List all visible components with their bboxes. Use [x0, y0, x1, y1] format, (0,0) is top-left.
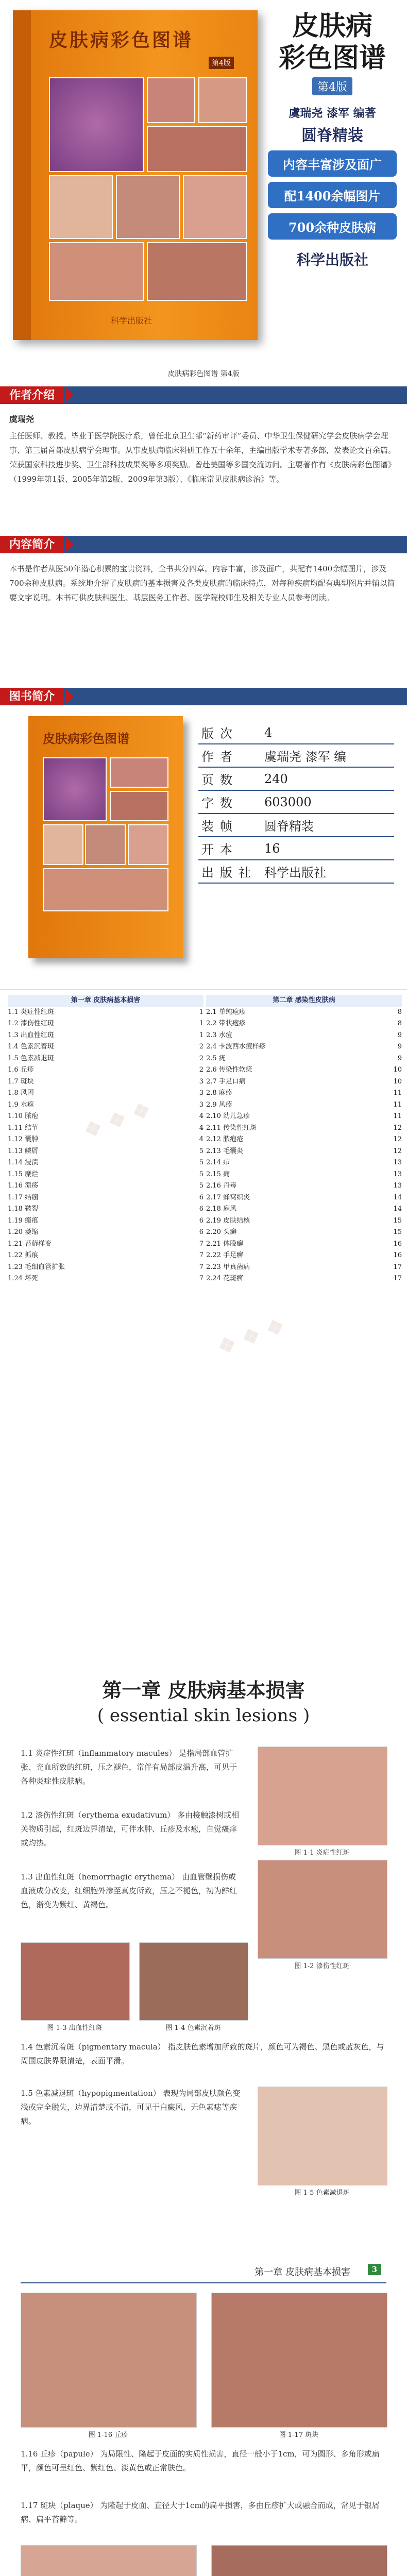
toc-entry-page: 11 — [393, 1112, 402, 1120]
toc-entry — [8, 1262, 204, 1274]
toc-entry-title: 2.9 风疹 — [206, 1100, 232, 1109]
toc-entry — [206, 1018, 402, 1030]
toc-entry-title: 1.12 囊肿 — [8, 1136, 39, 1143]
toc-entry-page: 4 — [199, 1124, 204, 1132]
lesion-photo — [258, 2087, 387, 2185]
toc-entry — [206, 1134, 402, 1146]
info-key: 装帧 — [198, 814, 261, 837]
lesion-photo — [21, 2545, 197, 2576]
toc-entry — [206, 1099, 402, 1111]
toc-entry — [206, 1007, 402, 1019]
toc-entry-page: 10 — [393, 1066, 402, 1074]
toc-entry-title: 2.6 传染性软疣 — [206, 1066, 252, 1074]
hero-title — [263, 10, 402, 74]
toc-entry-title: 2.18 麻风 — [206, 1205, 237, 1213]
lesion-photo — [21, 1942, 130, 2021]
paragraph: 1.3 出血性红斑（hemorrhagic erythema） 由血管壁损伤或血液成分改变，红细胞外渗至真皮所致，压之不褪色，初为鲜红色，渐变为紫红、黄褐色。 — [21, 1872, 238, 1909]
page-number: 3 — [368, 2264, 381, 2275]
lesion-photo — [21, 2293, 197, 2428]
info-value: 16 — [261, 837, 394, 860]
cover-photo — [116, 175, 180, 239]
toc-entry-page: 9 — [397, 1043, 402, 1050]
toc-entry-title: 1.20 萎缩 — [8, 1228, 39, 1236]
chapter-subtitle: ( essential skin lesions ) — [97, 1705, 310, 1726]
toc-entry — [206, 1076, 402, 1088]
figure-caption: 图 1-4 色素沉着斑 — [165, 2024, 221, 2032]
info-cover-photo — [110, 757, 168, 788]
summary-text: 本书是作者从医50年潜心积累的宝贵资料，全书共分四章。内容丰富，涉及面广，共配有1400余幅图片，涉及700余种皮肤病。系统地介绍了皮肤病的基本损害及各类皮肤病的临床特点，对每种疾病均配有典型图片并辅以简要文字说明。本书可供皮肤科医生、基层医务工作者、医学院校师生及相关专业人员参考阅读。 — [9, 564, 395, 602]
figure-caption: 图 1-17 斑块 — [279, 2431, 319, 2439]
toc-entry-title: 1.24 坏死 — [8, 1275, 39, 1282]
toc-entry-title: 2.8 麻疹 — [206, 1089, 232, 1097]
toc-entry-page: 6 — [199, 1193, 204, 1201]
toc-entry — [206, 1215, 402, 1227]
toc-entry — [206, 1088, 402, 1099]
toc-entry — [206, 1250, 402, 1262]
toc-entry-title: 1.23 毛细血管扩张 — [8, 1263, 65, 1271]
cover-photo — [147, 126, 247, 172]
toc-entry-page: 8 — [397, 1020, 402, 1027]
paragraph: 1.5 色素减退斑（hypopigmentation） 表现为局部皮肤颜色变浅或完全脱失，边界清楚或不清，可见于白癜风、无色素痣等疾病。 — [21, 2089, 241, 2126]
toc-entry-title: 1.21 苔藓样变 — [8, 1240, 52, 1248]
toc-entry-page: 5 — [199, 1182, 204, 1190]
cover-photo — [183, 175, 247, 239]
figure-caption: 图 1-5 色素减退斑 — [294, 2189, 350, 2197]
paragraph: 1.4 色素沉着斑（pigmentary macula） 指皮肤色素增加所致的斑片，颜色可为褐色、黑色或蓝灰色，与周围皮肤界限清楚，表面平滑。 — [21, 2042, 384, 2065]
author-section-header — [0, 386, 407, 404]
toc-entry-title: 1.7 斑块 — [8, 1077, 34, 1086]
toc-entry — [8, 1239, 204, 1250]
toc-entry-page: 6 — [199, 1228, 204, 1236]
toc-entry-page: 5 — [199, 1159, 204, 1166]
toc-entry-title: 2.23 甲真菌病 — [206, 1263, 250, 1271]
toc-entry — [8, 1204, 204, 1215]
cover-photo — [147, 242, 247, 301]
figure-caption: 图 1-16 丘疹 — [88, 2431, 128, 2439]
toc-left-column — [8, 995, 204, 1285]
hero-text-panel — [263, 10, 402, 269]
cover-photo — [49, 242, 144, 301]
info-cover-photo — [43, 757, 107, 821]
toc-entry-page: 3 — [199, 1100, 204, 1109]
toc-entry-title: 1.17 结痂 — [8, 1193, 39, 1201]
summary-section-tag: 内容简介 — [0, 536, 64, 553]
toc-entry — [8, 1215, 204, 1227]
chapter-title: 第一章 皮肤病基本损害 — [102, 1679, 305, 1702]
toc-entry — [206, 1273, 402, 1285]
info-value: 虞瑞尧 漆军 编 — [261, 744, 394, 767]
toc-entry-title: 2.15 痈 — [206, 1170, 230, 1178]
toc-entry-title: 1.10 脓疱 — [8, 1112, 39, 1120]
toc-entry-page: 17 — [393, 1275, 402, 1282]
watermark: ❖ ❖ ❖ — [80, 1097, 155, 1144]
toc-entry — [8, 1099, 204, 1111]
summary-section-body — [0, 562, 407, 685]
toc-entry-page: 5 — [199, 1170, 204, 1178]
toc-entry-page: 9 — [397, 1054, 402, 1062]
toc-entry-page: 6 — [199, 1205, 204, 1213]
toc-entry-page: 12 — [393, 1147, 402, 1155]
toc-entry — [206, 1157, 402, 1169]
lesion-photo — [139, 1942, 248, 2021]
toc-entry-page: 2 — [199, 1066, 204, 1074]
toc-entry — [8, 1250, 204, 1262]
toc-entry — [8, 1053, 204, 1065]
toc-entry-page: 4 — [199, 1136, 204, 1143]
toc-entry-page: 1 — [199, 1031, 204, 1039]
hero-title-line2: 彩色图谱 — [278, 42, 386, 74]
watermark: ❖ ❖ ❖ — [214, 1313, 289, 1360]
page-header — [21, 2262, 386, 2283]
feature-pill-content: 内容丰富涉及面广 — [268, 150, 397, 177]
toc-entry — [206, 1053, 402, 1065]
toc-entry-page: 1 — [199, 1020, 204, 1027]
toc-entry-title: 2.21 体股癣 — [206, 1240, 244, 1248]
info-row — [198, 767, 394, 790]
toc-entry — [206, 1239, 402, 1250]
lesion-photo — [211, 2293, 387, 2428]
toc-entry-page: 7 — [199, 1263, 204, 1271]
toc-entry-title: 1.11 结节 — [8, 1124, 39, 1132]
info-value: 4 — [261, 721, 394, 744]
sample-page-2 — [0, 2257, 407, 2576]
cover-publisher: 科学出版社 — [111, 316, 152, 326]
info-cover-photo — [110, 791, 168, 821]
toc-entry — [206, 1146, 402, 1158]
lesion-photo — [258, 1747, 387, 1845]
toc-entry-title: 2.19 皮肤结核 — [206, 1216, 250, 1225]
info-value: 240 — [261, 767, 394, 790]
toc-entry-page: 13 — [393, 1182, 402, 1190]
toc-entry — [206, 1204, 402, 1215]
toc-entry — [206, 1169, 402, 1181]
hero-title-line1: 皮肤病 — [292, 10, 372, 42]
toc-entry — [8, 1041, 204, 1053]
page-header-title: 第一章 皮肤病基本损害 — [255, 2267, 350, 2278]
toc-entry — [8, 1157, 204, 1169]
tag-arrow-icon — [65, 688, 73, 705]
info-cover-photo — [85, 824, 126, 865]
toc-entry-title: 2.16 丹毒 — [206, 1182, 237, 1190]
info-value: 圆脊精装 — [261, 814, 394, 837]
toc-entry-title: 1.4 色素沉着斑 — [8, 1043, 54, 1050]
toc-entry-title: 2.7 手足口病 — [206, 1077, 246, 1086]
bookinfo-section-header — [0, 688, 407, 705]
toc-entry-page: 4 — [199, 1112, 204, 1120]
info-key: 字数 — [198, 790, 261, 814]
book-cover-image — [13, 10, 258, 340]
lesion-photo — [258, 1860, 387, 1959]
toc-entry-page: 16 — [393, 1251, 402, 1259]
toc-entry-title: 2.2 带状疱疹 — [206, 1020, 246, 1027]
toc-entry — [8, 1169, 204, 1181]
toc-entry-title: 1.1 炎症性红斑 — [8, 1008, 54, 1016]
toc-entry-title: 2.12 脓疱疮 — [206, 1136, 244, 1143]
toc-entry — [8, 1273, 204, 1285]
author-section-tag: 作者介绍 — [0, 386, 64, 404]
toc-entry-title: 2.22 手足癣 — [206, 1251, 244, 1259]
hero-section — [0, 0, 407, 386]
edition-badge: 第4版 — [312, 77, 352, 95]
toc-entry-page: 7 — [199, 1275, 204, 1282]
figure-caption: 图 1-1 炎症性红斑 — [294, 1849, 350, 1857]
toc-entry — [8, 1180, 204, 1192]
toc-entry-page: 7 — [199, 1240, 204, 1248]
toc-entry-title: 1.16 溃疡 — [8, 1182, 39, 1190]
toc-entry-page: 11 — [393, 1089, 402, 1097]
toc-entry-title: 2.20 头癣 — [206, 1228, 237, 1236]
hero-publisher: 科学出版社 — [296, 251, 368, 268]
info-row — [198, 860, 394, 883]
figure-caption: 图 1-3 出血性红斑 — [47, 2024, 103, 2032]
toc-entry-page: 6 — [199, 1216, 204, 1225]
hero-authors: 虞瑞尧 漆军 编著 — [289, 107, 376, 120]
info-key: 出版社 — [198, 860, 261, 883]
bookinfo-section-tag: 图书简介 — [0, 688, 64, 705]
toc-chapter-heading: 第一章 皮肤病基本损害 — [8, 995, 204, 1007]
toc-chapter-heading: 第二章 感染性皮肤病 — [206, 995, 402, 1007]
toc-entry — [206, 1030, 402, 1042]
toc-entry-title: 2.13 毛囊炎 — [206, 1147, 244, 1155]
toc-entry — [206, 1180, 402, 1192]
table-of-contents — [0, 989, 407, 1639]
toc-entry-page: 1 — [199, 1008, 204, 1016]
toc-right-column — [206, 995, 402, 1285]
toc-entry-title: 2.17 蜂窝织炎 — [206, 1193, 250, 1201]
info-cover-photo — [43, 824, 83, 865]
toc-entry-title: 2.11 传染性红斑 — [206, 1124, 257, 1132]
paragraph: 1.1 炎症性红斑（inflammatory macules） 是指局部血管扩张、充血所致的红斑，压之褪色，常伴有局部皮温升高，可见于各种炎症性皮肤病。 — [21, 1749, 238, 1786]
toc-entry-title: 1.15 糜烂 — [8, 1170, 39, 1178]
figure-caption: 图 1-2 漆伤性红斑 — [294, 1962, 350, 1970]
toc-entry-title: 1.18 皲裂 — [8, 1205, 39, 1213]
hero-binding: 圆脊精装 — [301, 127, 363, 145]
info-key: 开本 — [198, 837, 261, 860]
toc-entry-page: 14 — [393, 1193, 402, 1201]
toc-entry-title: 1.19 瘢痕 — [8, 1216, 39, 1225]
cover-title: 皮肤病彩色图谱 — [49, 29, 194, 51]
toc-entry-page: 11 — [393, 1100, 402, 1109]
toc-entry-page: 2 — [199, 1043, 204, 1050]
toc-entry-title: 1.22 抓痕 — [8, 1251, 39, 1259]
toc-entry-page: 14 — [393, 1205, 402, 1213]
summary-section-header — [0, 536, 407, 553]
info-value: 603000 — [261, 790, 394, 814]
info-row — [198, 721, 394, 744]
toc-entry — [206, 1262, 402, 1274]
info-key: 页数 — [198, 767, 261, 790]
paragraph: 1.16 丘疹（papule） 为局限性、隆起于皮面的实质性损害，直径一般小于1cm，可为圆形、多角形或扁平，颜色可呈红色、紫红色、淡黄色或正常肤色。 — [21, 2449, 380, 2472]
info-row — [198, 837, 394, 860]
toc-entry-title: 1.13 鳞屑 — [8, 1147, 39, 1155]
toc-entry-page: 2 — [199, 1054, 204, 1062]
toc-entry-title: 2.4 卡波西水痘样疹 — [206, 1043, 266, 1050]
sample-page-1 — [0, 1654, 407, 2246]
toc-entry-page: 15 — [393, 1216, 402, 1225]
info-value: 科学出版社 — [261, 860, 394, 883]
toc-entry — [8, 1007, 204, 1019]
toc-entry-page: 3 — [199, 1089, 204, 1097]
toc-entry — [206, 1123, 402, 1134]
toc-entry-page: 13 — [393, 1159, 402, 1166]
toc-entry-page: 16 — [393, 1240, 402, 1248]
paragraph: 1.17 斑块（plaque） 为隆起于皮面、直径大于1cm的扁平损害，多由丘疹扩大或融合而成，常见于银屑病、扁平苔藓等。 — [21, 2501, 380, 2524]
toc-entry — [8, 1227, 204, 1239]
toc-entry-page: 3 — [199, 1077, 204, 1086]
feature-pill-images: 配1400余幅图片 — [268, 182, 397, 208]
toc-entry — [206, 1192, 402, 1204]
cover-photo — [198, 77, 247, 123]
toc-entry — [206, 1064, 402, 1076]
cover-photo — [147, 77, 195, 123]
toc-entry — [8, 1146, 204, 1158]
info-cover-photo — [43, 868, 168, 911]
book-spine — [13, 10, 31, 340]
cover-photo — [49, 77, 144, 172]
toc-entry-title: 2.5 疣 — [206, 1054, 226, 1062]
toc-entry-page: 12 — [393, 1124, 402, 1132]
info-cover-photo — [128, 824, 168, 865]
info-row — [198, 744, 394, 767]
toc-entry-page: 13 — [393, 1170, 402, 1178]
toc-entry-page: 8 — [397, 1008, 402, 1016]
toc-entry-page: 10 — [393, 1077, 402, 1086]
toc-entry-title: 1.8 风团 — [8, 1089, 34, 1097]
book-info-table — [198, 721, 394, 884]
toc-entry — [8, 1018, 204, 1030]
info-cover-title: 皮肤病彩色图谱 — [43, 731, 129, 746]
info-row — [198, 814, 394, 837]
toc-entry — [8, 1030, 204, 1042]
toc-entry — [206, 1111, 402, 1123]
cover-photo — [49, 175, 113, 239]
toc-entry-title: 2.3 水痘 — [206, 1031, 232, 1039]
toc-entry — [8, 1192, 204, 1204]
author-bio: 主任医师、教授。毕业于医学院医疗系，曾任北京卫生部“新药审评”委员、中华卫生保健研究学会皮肤病学会理事、第三届首都皮肤病学会理事。从事皮肤病临床科研工作五十余年，主编出版学术专著多部，发表论文百余篇。荣获国家科技进步奖、卫生部科技成果奖等多项奖励。曾赴美国等多国交流访问。主要著作有《皮肤病彩色图谱》（1999年第1版、2005年第2版、2009年第3版）、《临床常见皮肤病诊治》等。 — [9, 431, 396, 484]
toc-entry-page: 7 — [199, 1251, 204, 1259]
toc-entry-title: 2.24 花斑癣 — [206, 1275, 244, 1282]
info-key: 作者 — [198, 744, 261, 767]
toc-entry-title: 1.3 出血性红斑 — [8, 1031, 54, 1039]
toc-entry-page: 17 — [393, 1263, 402, 1271]
toc-entry-page: 15 — [393, 1228, 402, 1236]
toc-entry-title: 1.9 水疱 — [8, 1100, 34, 1109]
cover-edition-badge: 第4版 — [209, 57, 234, 69]
toc-entry-title: 1.2 漆伤性红斑 — [8, 1020, 54, 1027]
toc-entry — [8, 1076, 204, 1088]
tag-arrow-icon — [65, 536, 73, 553]
toc-entry-title: 2.1 单纯疱疹 — [206, 1008, 246, 1016]
info-key: 版次 — [198, 721, 261, 744]
toc-entry-title: 2.10 幼儿急疹 — [206, 1112, 250, 1120]
toc-entry-title: 1.14 浸渍 — [8, 1159, 39, 1166]
toc-entry — [206, 1227, 402, 1239]
book-info-cover — [28, 716, 183, 958]
toc-entry-title: 2.14 疖 — [206, 1159, 230, 1166]
toc-entry-page: 9 — [397, 1031, 402, 1039]
toc-entry-page: 12 — [393, 1136, 402, 1143]
toc-entry — [206, 1041, 402, 1053]
toc-entry-page: 5 — [199, 1147, 204, 1155]
toc-entry — [8, 1088, 204, 1099]
feature-pill-diseases: 700余种皮肤病 — [268, 213, 397, 240]
toc-entry — [8, 1064, 204, 1076]
paragraph: 1.2 漆伤性红斑（erythema exudativum） 多由接触漆树或相关物质引起，红斑边界清楚，可伴水肿、丘疹及水疱，自觉瘙痒或灼热。 — [21, 1810, 240, 1848]
author-section-body — [0, 407, 407, 526]
toc-entry-title: 1.5 色素减退斑 — [8, 1054, 54, 1062]
hero-caption: 皮肤病彩色图谱 第4版 — [167, 370, 240, 378]
author-name: 虞瑞尧 — [9, 414, 35, 424]
lesion-photo — [211, 2545, 387, 2576]
info-row — [198, 790, 394, 814]
toc-entry-title: 1.6 丘疹 — [8, 1066, 34, 1074]
tag-arrow-icon — [65, 386, 73, 404]
